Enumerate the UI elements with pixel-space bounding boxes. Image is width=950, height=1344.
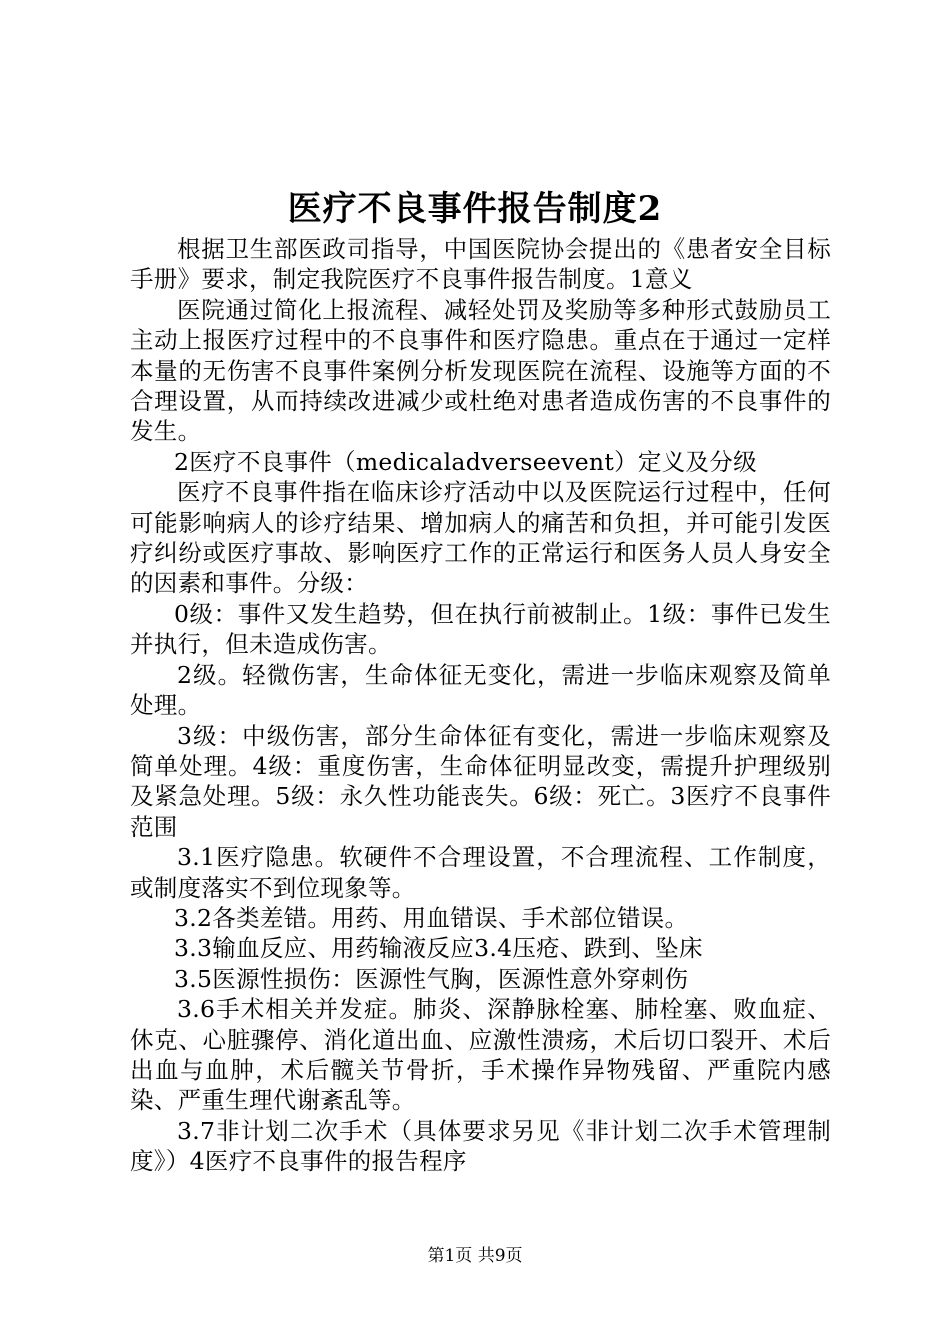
document-title: 医疗不良事件报告制度2: [287, 189, 663, 229]
paragraph-purpose: 医院通过简化上报流程、减轻处罚及奖励等多种形式鼓励员工主动上报医疗过程中的不良事件和医疗隐患。重点在于通过一定样本量的无伤害不良事件案例分析发现医院在流程、设施等方面的不合理设置，从而持续改进减少或杜绝对患者造成伤害的不良事件的发生。: [130, 295, 831, 446]
document-body: [130, 234, 831, 1177]
paragraph-scope-3-1: 3.1医疗隐患。软硬件不合理设置，不合理流程、工作制度，或制度落实不到位现象等。: [130, 843, 831, 902]
paragraph-scope-3-3: 3.3输血反应、用药输液反应3.4压疮、跌到、坠床: [174, 934, 703, 963]
paragraph-scope-3-5: 3.5医源性损伤：医源性气胸，医源性意外穿刺伤: [174, 964, 689, 993]
paragraph-level-3-6: 3级：中级伤害，部分生命体征有变化，需进一步临床观察及简单处理。4级：重度伤害，生命体征明显改变，需提升护理级别及紧急处理。5级：永久性功能丧失。6级：死亡。3医疗不良事件范围: [130, 721, 831, 841]
paragraph-scope-3-7: 3.7非计划二次手术（具体要求另见《非计划二次手术管理制度》）4医疗不良事件的报告程序: [130, 1116, 831, 1176]
page-footer: 第1页 共9页: [427, 1246, 523, 1266]
paragraph-intro: 根据卫生部医政司指导，中国医院协会提出的《患者安全目标手册》要求，制定我院医疗不良事件报告制度。1意义: [130, 235, 831, 294]
paragraph-definition: 医疗不良事件指在临床诊疗活动中以及医院运行过程中，任何可能影响病人的诊疗结果、增加病人的痛苦和负担，并可能引发医疗纠纷或医疗事故、影响医疗工作的正常运行和医务人员人身安全的因素和事件。分级：: [130, 478, 831, 598]
paragraph-definition-heading: 2医疗不良事件（medicaladverseevent）定义及分级: [174, 447, 757, 476]
paragraph-level-0-1: 0级：事件又发生趋势，但在执行前被制止。1级：事件已发生并执行，但未造成伤害。: [130, 599, 831, 659]
paragraph-scope-3-2: 3.2各类差错。用药、用血错误、手术部位错误。: [174, 903, 689, 932]
paragraph-scope-3-6: 3.6手术相关并发症。肺炎、深静脉栓塞、肺栓塞、败血症、休克、心脏骤停、消化道出血、应激性溃疡，术后切口裂开、术后出血与血肿，术后髋关节骨折，手术操作异物残留、严重院内感染、严重生理代谢紊乱等。: [130, 995, 831, 1115]
paragraph-level-2: 2级。轻微伤害，生命体征无变化，需进一步临床观察及简单处理。: [130, 660, 831, 720]
